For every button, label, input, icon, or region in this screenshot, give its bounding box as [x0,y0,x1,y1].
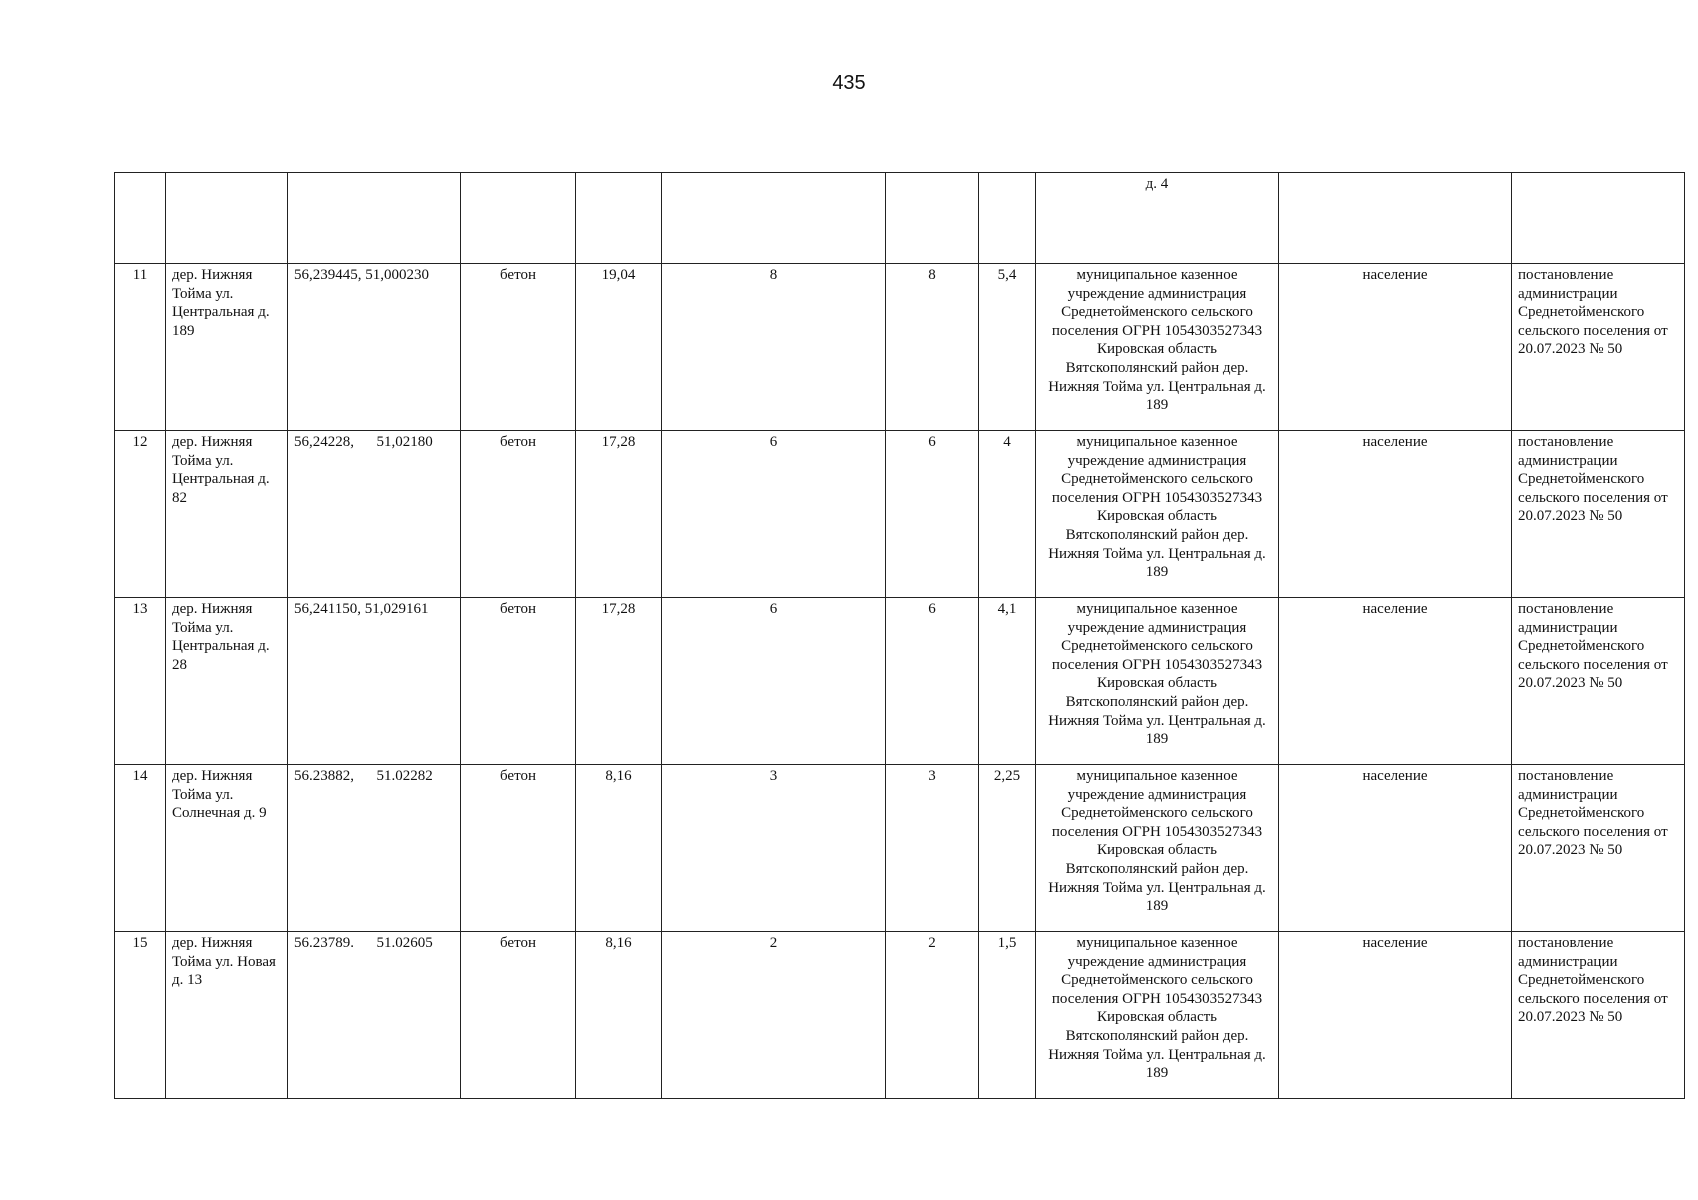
waste-sources-cell: население [1279,264,1512,431]
containers-placed-cell: 8 [886,264,979,431]
area-cell: 17,28 [576,598,662,765]
volume-cell: 1,5 [979,932,1036,1099]
surface-cell: бетон [461,765,576,932]
basis-cell: постановление администрации Среднетойменского сельского поселения от 20.07.2023 № 50 [1512,932,1685,1099]
address-cell: дер. Нижняя Тойма ул. Центральная д. 82 [166,431,288,598]
row-number-cell: 12 [115,431,166,598]
address-cell: дер. Нижняя Тойма ул. Новая д. 13 [166,932,288,1099]
address-cell: дер. Нижняя Тойма ул. Солнечная д. 9 [166,765,288,932]
basis-cell: постановление администрации Среднетойменского сельского поселения от 20.07.2023 № 50 [1512,598,1685,765]
owner-cell: муниципальное казенное учреждение администрация Среднетойменского сельского поселения ОГРН 1054303527343 Кировская область Вятскополянский район дер. Нижняя Тойма ул. Центральная д. 189 [1036,264,1279,431]
basis-cell: постановление администрации Среднетойменского сельского поселения от 20.07.2023 № 50 [1512,765,1685,932]
table-row [115,264,1685,431]
area-cell: 8,16 [576,932,662,1099]
containers-placed-cell: 6 [886,598,979,765]
owner-cell: д. 4 [1036,173,1279,264]
containers-placed-cell: 6 [886,431,979,598]
waste-sources-cell: население [1279,598,1512,765]
area-cell: 17,28 [576,431,662,598]
owner-cell: муниципальное казенное учреждение администрация Среднетойменского сельского поселения ОГРН 1054303527343 Кировская область Вятскополянский район дер. Нижняя Тойма ул. Центральная д. 189 [1036,932,1279,1099]
coordinates-cell: 56,239445, 51,000230 [288,264,461,431]
volume-cell: 2,25 [979,765,1036,932]
table-row [115,765,1685,932]
area-cell: 8,16 [576,765,662,932]
containers-planned-cell: 2 [662,932,886,1099]
row-number-cell: 15 [115,932,166,1099]
waste-sources-cell: население [1279,431,1512,598]
row-number-cell: 13 [115,598,166,765]
table-row [115,932,1685,1099]
area-cell: 19,04 [576,264,662,431]
containers-planned-cell: 3 [662,765,886,932]
containers-planned-cell: 8 [662,264,886,431]
volume-cell: 5,4 [979,264,1036,431]
basis-cell: постановление администрации Среднетойменского сельского поселения от 20.07.2023 № 50 [1512,264,1685,431]
owner-cell: муниципальное казенное учреждение администрация Среднетойменского сельского поселения ОГРН 1054303527343 Кировская область Вятскополянский район дер. Нижняя Тойма ул. Центральная д. 189 [1036,598,1279,765]
volume-cell: 4,1 [979,598,1036,765]
coordinates-cell: 56.23882, 51.02282 [288,765,461,932]
coordinates-cell: 56,24228, 51,02180 [288,431,461,598]
surface-cell: бетон [461,598,576,765]
address-cell: дер. Нижняя Тойма ул. Центральная д. 28 [166,598,288,765]
table-row [115,598,1685,765]
surface-cell: бетон [461,431,576,598]
owner-cell: муниципальное казенное учреждение администрация Среднетойменского сельского поселения ОГРН 1054303527343 Кировская область Вятскополянский район дер. Нижняя Тойма ул. Центральная д. 189 [1036,765,1279,932]
volume-cell: 4 [979,431,1036,598]
containers-planned-cell: 6 [662,431,886,598]
coordinates-cell: 56.23789. 51.02605 [288,932,461,1099]
containers-placed-cell: 3 [886,765,979,932]
waste-sources-cell: население [1279,932,1512,1099]
containers-planned-cell: 6 [662,598,886,765]
coordinates-cell: 56,241150, 51,029161 [288,598,461,765]
page-number: 435 [832,72,866,94]
registry-table [114,172,1685,1099]
containers-placed-cell: 2 [886,932,979,1099]
continuation-row [115,173,1685,264]
waste-sources-cell: население [1279,765,1512,932]
table-row [115,431,1685,598]
surface-cell: бетон [461,264,576,431]
address-cell: дер. Нижняя Тойма ул. Центральная д. 189 [166,264,288,431]
basis-cell: постановление администрации Среднетойменского сельского поселения от 20.07.2023 № 50 [1512,431,1685,598]
owner-cell: муниципальное казенное учреждение администрация Среднетойменского сельского поселения ОГРН 1054303527343 Кировская область Вятскополянский район дер. Нижняя Тойма ул. Центральная д. 189 [1036,431,1279,598]
surface-cell: бетон [461,932,576,1099]
row-number-cell: 11 [115,264,166,431]
row-number-cell: 14 [115,765,166,932]
